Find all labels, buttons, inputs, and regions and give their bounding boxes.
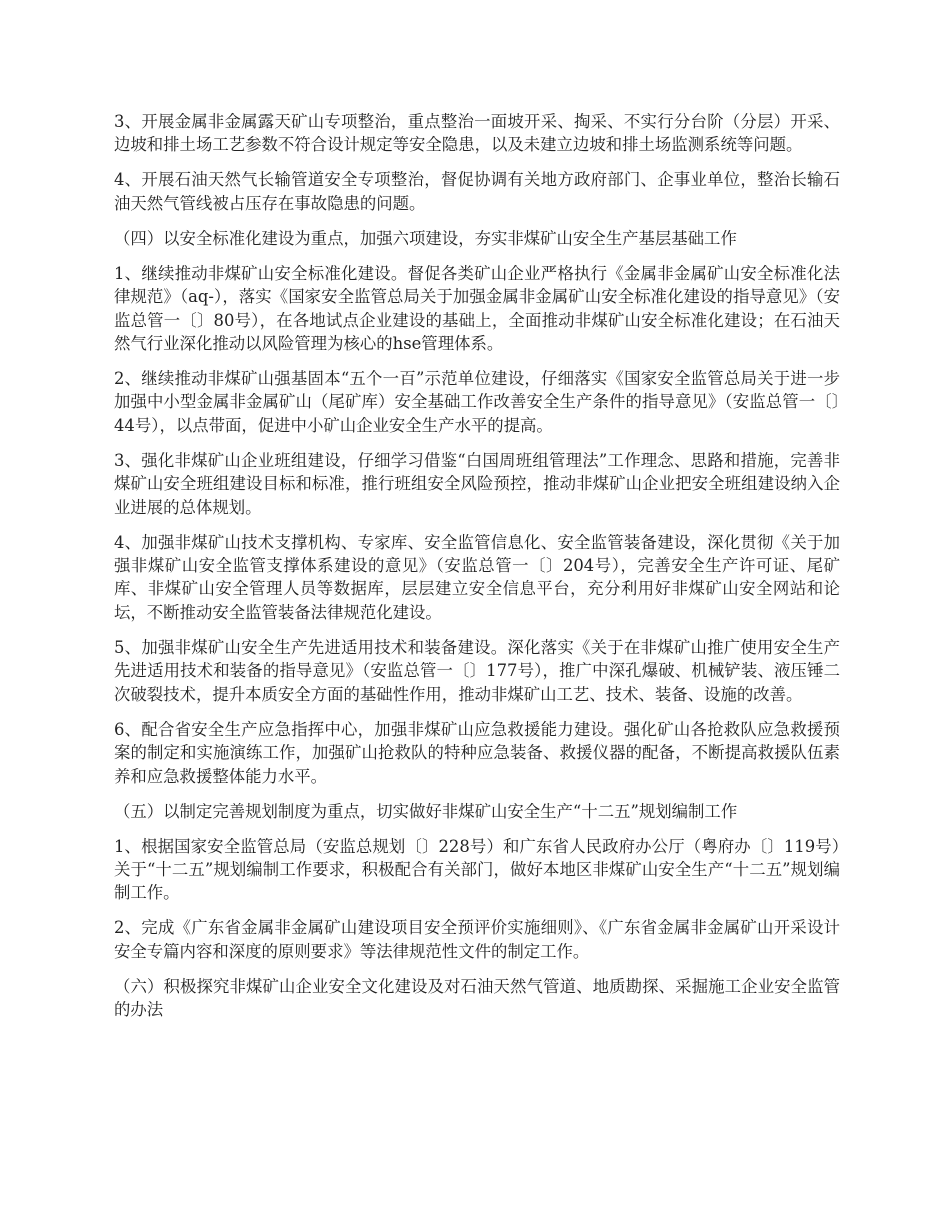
paragraph-item-regulations: 2、完成《广东省金属非金属矿山建设项目安全预评价实施细则》、《广东省金属非金属矿山开采设计安全专篇内容和深度的原则要求》等法律规范性文件的制定工作。 — [114, 918, 840, 961]
paragraph-item-planning: 1、根据国家安全监管总局（安监总规划〔〕228号）和广东省人民政府办公厅（粤府办〔〕119号）关于“十二五”规划编制工作要求，积极配合有关部门，做好本地区非煤矿山安全生产“十二五”规划编制工作。 — [114, 836, 840, 903]
paragraph-item-advanced-technology: 5、加强非煤矿山安全生产先进适用技术和装备建设。深化落实《关于在非煤矿山推广使用安全生产先进适用技术和装备的指导意见》（安监总管一〔〕177号），推广中深孔爆破、机械铲装、液压锤二次破裂技术，提升本质安全方面的基础性作用，推动非煤矿山工艺、技术、装备、设施的改善。 — [114, 637, 840, 704]
section-heading-5: （五）以制定完善规划制度为重点，切实做好非煤矿山安全生产“十二五”规划编制工作 — [114, 801, 738, 821]
paragraph-item-demonstration-units: 2、继续推动非煤矿山强基固本“五个一百”示范单位建设，仔细落实《国家安全监管总局关于进一步加强中小型金属非金属矿山（尾矿库）安全基础工作改善安全生产条件的指导意见》（安监总管一〔〕44号），以点带面，促进中小矿山企业安全生产水平的提高。 — [114, 369, 840, 435]
section-heading-4: （四）以安全标准化建设为重点，加强六项建设，夯实非煤矿山安全生产基层基础工作 — [114, 228, 737, 248]
paragraph-item-pipeline-rectification: 4、开展石油天然气长输管道安全专项整治，督促协调有关地方政府部门、企事业单位，整治长输石油天然气管线被占压存在事故隐患的问题。 — [114, 170, 840, 213]
paragraph-item-team-building: 3、强化非煤矿山企业班组建设，仔细学习借鉴“白国周班组管理法”工作理念、思路和措施，完善非煤矿山安全班组建设目标和标准，推行班组安全风险预控，推动非煤矿山企业把安全班组建设纳入企业进展的总体规划。 — [114, 450, 840, 517]
paragraph-item-technical-support: 4、加强非煤矿山技术支撑机构、专家库、安全监管信息化、安全监管装备建设，深化贯彻《关于加强非煤矿山安全监管支撑体系建设的意见》（安监总管一〔〕204号），完善安全生产许可证、尾矿库、非煤矿山安全管理人员等数据库，层层建立安全信息平台，充分利用好非煤矿山安全网站和论坛，不断推动安全监管装备法律规范化建设。 — [114, 532, 840, 622]
document-page — [114, 110, 840, 1033]
paragraph-item-open-pit-mine-rectification: 3、开展金属非金属露天矿山专项整治，重点整治一面坡开采、掏采、不实行分台阶（分层）开采、边坡和排土场工艺参数不符合设计规定等安全隐患，以及未建立边坡和排土场监测系统等问题。 — [114, 112, 840, 155]
section-heading-6: （六）积极探究非煤矿山企业安全文化建设及对石油天然气管道、地质勘探、采掘施工企业安全监管的办法 — [114, 976, 840, 1020]
paragraph-item-emergency-rescue: 6、配合省安全生产应急指挥中心，加强非煤矿山应急救援能力建设。强化矿山各抢救队应急救援预案的制定和实施演练工作，加强矿山抢救队的特种应急装备、救援仪器的配备，不断提高救援队伍素养和应急救援整体能力水平。 — [114, 719, 840, 786]
paragraph-item-standardization: 1、继续推动非煤矿山安全标准化建设。督促各类矿山企业严格执行《金属非金属矿山安全标准化法律规范》（aq-），落实《国家安全监管总局关于加强金属非金属矿山安全标准化建设的指导意见》（安监总管一〔〕80号），在各地试点企业建设的基础上，全面推动非煤矿山安全标准化建设；在石油天然气行业深化推动以风险管理为核心的hse管理体系。 — [114, 263, 840, 354]
